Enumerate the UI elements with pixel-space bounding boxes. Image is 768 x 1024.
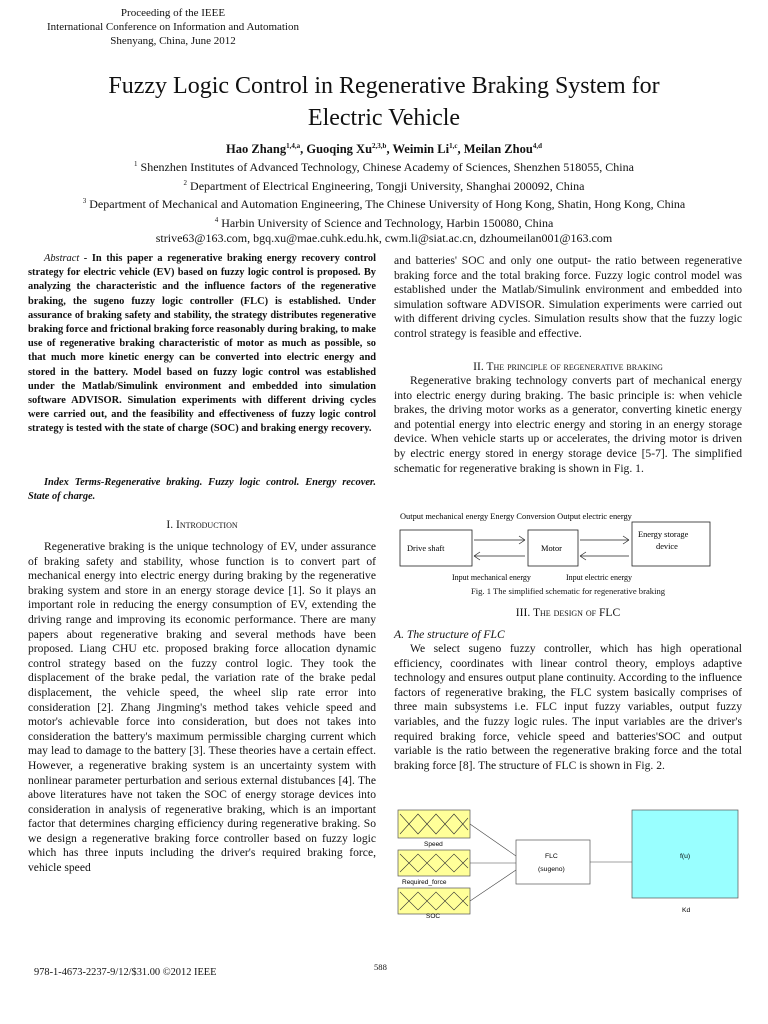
output-function-label: f(u)	[680, 853, 691, 860]
author-4-sup: 4,d	[532, 142, 542, 150]
footer-isbn: 978-1-4673-2237-9/12/$31.00 ©2012 IEEE	[34, 967, 217, 978]
affiliation-3-num: 3	[82, 197, 87, 206]
author-3-sup: 1,c	[449, 142, 458, 150]
section-heading-introduction: I. Introduction	[166, 518, 238, 531]
principle-body	[394, 374, 742, 476]
abstract-continuation	[394, 254, 742, 342]
figure-1-bottom-right-label: Input electric energy	[566, 573, 633, 582]
affiliation-3-text: Department of Mechanical and Automation Engineering, The Chinese University of Hong Kong, Shatin, Hong Kong, China	[89, 197, 686, 212]
introduction-body	[28, 540, 376, 876]
affiliation-2-num: 2	[183, 178, 188, 187]
title-line-1: Fuzzy Logic Control in Regenerative Braking System for	[108, 73, 660, 99]
drive-shaft-label: Drive shaft	[407, 544, 445, 553]
abstract	[28, 252, 376, 437]
figure-2-flc-structure	[396, 806, 742, 920]
affiliation-3	[30, 194, 738, 213]
header-line-3: Shenyang, China, June 2012	[110, 35, 236, 47]
section-heading-design: III. The design of FLC	[515, 606, 621, 619]
figure-1-caption: Fig. 1 The simplified schematic for regenerative braking	[470, 586, 666, 596]
author-3: Weimin Li	[392, 142, 450, 157]
author-2-sup: 2,3,b	[372, 142, 387, 150]
index-terms: Index Terms-Regenerative braking. Fuzzy logic control. Energy recover. State of charge.	[28, 477, 376, 502]
input-force-label: Required_force	[402, 879, 447, 886]
flc-label: FLC	[545, 853, 558, 860]
author-1: Hao Zhang	[226, 142, 287, 157]
proceedings-header	[14, 6, 332, 48]
figure-1-schematic	[398, 508, 742, 590]
input-soc-label: SOC	[426, 913, 441, 920]
input-connection-lines	[470, 824, 516, 901]
output-kd-label: Kd	[682, 907, 691, 914]
principle-paragraph: Regenerative braking technology converts part of mechanical energy into electric energy during braking. The basic principle is: when vehicle brakes, the driving motor works as a generator, converting kinetic energy and potential energy into electric energy and storing in an energy storage device. When vehicle starts up or accelerates, the driving motor is driven by electric energy stored in energy storage device [5-7]. The simplified schematic for regenerative braking is shown in Fig. 1.	[394, 374, 742, 475]
abstract-label: Abstract	[44, 253, 80, 264]
author-2: Guoqing Xu	[306, 142, 373, 157]
energy-storage-label-2: device	[656, 542, 678, 551]
affiliation-4	[30, 213, 738, 232]
header-line-2: International Conference on Information and Automation	[46, 21, 299, 33]
motor-storage-lines	[580, 540, 629, 556]
author-emails: strive63@163.com, bgq.xu@mae.cuhk.edu.hk, cwm.li@siat.ac.cn, dzhoumeilan001@163.com	[155, 231, 613, 246]
title-line-2: Electric Vehicle	[307, 105, 461, 131]
sugeno-label: (sugeno)	[538, 866, 565, 873]
section-heading-principle: II. The principle of regenerative braking	[473, 360, 663, 373]
affiliation-1-text: Shenzhen Institutes of Advanced Technology, Chinese Academy of Sciences, Shenzhen 518055, China	[140, 160, 634, 174]
affiliations	[30, 157, 738, 247]
affiliation-2	[30, 176, 738, 195]
author-1-sup: 1,4,a	[286, 142, 301, 150]
affiliation-4-num: 4	[214, 215, 219, 224]
energy-storage-label-1: Energy storage	[638, 530, 689, 539]
flc-sugeno-box	[516, 840, 590, 884]
shaft-motor-lines	[474, 540, 525, 556]
introduction-paragraph: Regenerative braking is the unique technology of EV, under assurance of braking safety and stability, whose function is to convert part of mechanical energy into electric energy during braking by the regenerative braking system and store in an energy storage device [1]. So it plays an important role in reducing the energy consumption of EV, extending the driving range and improving its economic performance. There are many papers about regenerative braking and several methods have been proposed. Liang CHU etc. proposed braking force allocation dynamic control strategy based on the fuzzy control logic. They took the displacement of the brake pedal, the variation rate of the brake pedal displacement, the vehicle speed, the wheel slip rate error into consideration [2]. Zhang Jingming's method takes vehicle speed and motor's achievable force into consideration, but does not takes into consideration the battery's maximum permissible charging current which may lead to damage to the battery [3]. These theories have a certain effect. However, a regenerative braking system is an uncertainty system with nonlinear parameter perturbation and serious external distubances [4]. The above literatures have not taken the SOC of energy storage devices into consideration in analysis of regenerative braking, which is an important factor that determines charging efficiency during regenerative braking. So we design a regenerative braking force controller based on fuzzy logic which has three inputs including the driver's required braking force, vehicle speed	[28, 540, 376, 875]
affiliation-2-text: Department of Electrical Engineering, Tongji University, Shanghai 200092, China	[190, 178, 585, 193]
flc-body	[394, 642, 742, 773]
input-speed-label: Speed	[424, 841, 443, 848]
author-4: Meilan Zhou	[463, 142, 533, 157]
page-number: 588	[374, 962, 387, 972]
abstract-text: - In this paper a regenerative braking energy recovery control strategy for electric vehicle (EV) based on fuzzy logic control is proposed. By analyzing the characteristic and the influence factors of the regenerative braking, the sugeno fuzzy logic controller (FLC) is established. Under assurance of braking safety and stability, the strategy distributes regenerative braking force and frictional braking force reasonably during braking, to make use of regenerative braking characteristic of motor as much as possible, so that much more kinetic energy can be converted into electric energy and stored in the battery. Model based on fuzzy logic control was established under the Matlab/Simulink environment and embedded into simulation software ADVISOR. Simulation experiments with different driving cycles were carried out, and the feasibility and effectiveness of fuzzy logic control strategy is tested with the state of charge (SOC) and braking energy recovery.	[28, 253, 376, 435]
figure-1-diagram	[398, 508, 742, 590]
motor-label: Motor	[541, 544, 562, 553]
figure-2-diagram	[396, 806, 742, 920]
right-column-paragraph-1: and batteries' SOC and only one output- the ratio between regenerative braking force and the total braking force. Fuzzy logic control model was established under the Matlab/Simulink environment and embedded into simulation software ADVISOR. Simulation experiments were carried out with different driving cycles. Simulation results show that the fuzzy logic control strategy is feasible and effective.	[394, 254, 742, 340]
subsection-heading-structure: A. The structure of FLC	[394, 628, 505, 641]
paper-title	[30, 70, 738, 134]
author-list: Hao Zhang$^{1,4,a}$, Guoqing Xu$^{2,3,b}$, Weimin Li$^{1,c}$, Meilan Zhou$^{4,d}$	[226, 142, 542, 157]
affiliation-1	[30, 157, 738, 176]
flc-paragraph: We select sugeno fuzzy controller, which has high operational efficiency, coordinates with linear control theory, employs adaptive technology and ensures output plane continuity. According to the influence factors of regenerative braking, the FLC system basically comprises of three main subsystems i.e. FLC input fuzzy variables, output fuzzy variables, and the fuzzy logic rules. The input variables are the driver's required braking force, vehicle speed and batteries'SOC and output variable is the ratio between the regenerative braking force and the total braking force [8]. The structure of FLC is shown in Fig. 2.	[394, 642, 742, 772]
affiliation-4-text: Harbin University of Science and Technology, Harbin 150080, China	[221, 215, 554, 230]
header-line-1: Proceeding of the IEEE	[120, 7, 226, 19]
affiliation-1-num: 1	[134, 160, 138, 168]
figure-1-top-label: Output mechanical energy Energy Conversion Output electric energy	[400, 512, 632, 521]
figure-1-bottom-left-label: Input mechanical energy	[452, 573, 531, 582]
